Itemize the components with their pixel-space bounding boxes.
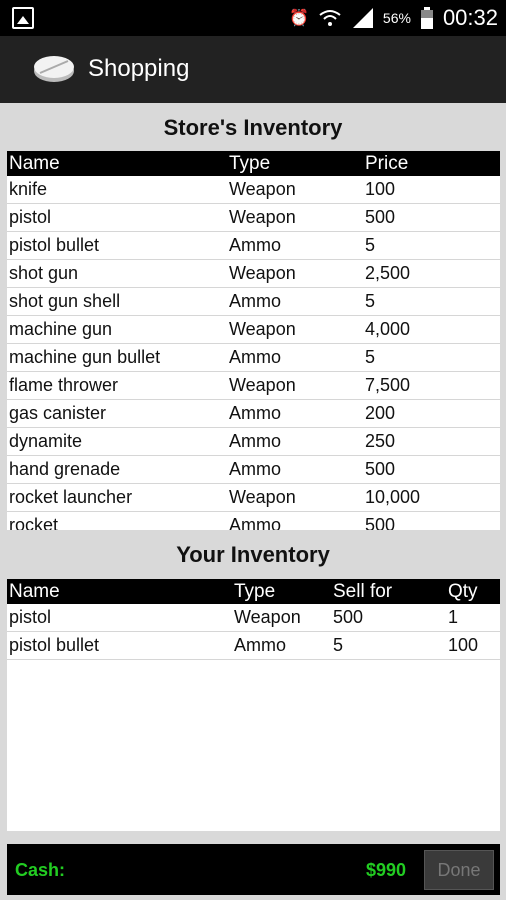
- table-cell: Ammo: [229, 515, 282, 530]
- table-cell: Ammo: [229, 235, 282, 255]
- app-title: Shopping: [88, 55, 190, 82]
- column-header-qty: Qty: [448, 581, 478, 602]
- table-row[interactable]: [7, 260, 500, 288]
- table-cell: Weapon: [229, 487, 296, 507]
- table-cell: 1: [448, 607, 459, 627]
- table-cell: 500: [365, 515, 396, 530]
- table-row[interactable]: [7, 176, 500, 204]
- table-cell: shot gun shell: [9, 291, 121, 311]
- table-row[interactable]: [7, 288, 500, 316]
- table-cell: pistol bullet: [9, 235, 100, 255]
- table-cell: 5: [365, 235, 376, 255]
- table-cell: Weapon: [229, 179, 296, 199]
- table-cell: 5: [333, 635, 344, 655]
- table-row[interactable]: [7, 204, 500, 232]
- table-cell: 500: [365, 207, 396, 227]
- table-cell: Weapon: [229, 375, 296, 395]
- table-cell: Ammo: [229, 431, 282, 451]
- gallery-notification-icon: [12, 7, 34, 29]
- table-row[interactable]: [7, 400, 500, 428]
- battery-percent: 56%: [382, 10, 411, 26]
- table-cell: Weapon: [229, 263, 296, 283]
- store-table-header: [7, 151, 500, 176]
- table-cell: pistol: [9, 607, 52, 627]
- inventory-table-header: [7, 579, 500, 604]
- table-cell: gas canister: [9, 403, 107, 423]
- table-cell: Ammo: [229, 459, 282, 479]
- table-cell: rocket: [9, 515, 59, 530]
- store-inventory-title: Store's Inventory: [163, 115, 343, 140]
- store-inventory-table[interactable]: [7, 151, 500, 530]
- table-cell: 100: [448, 635, 479, 655]
- table-cell: dynamite: [9, 431, 83, 451]
- table-cell: machine gun: [9, 319, 113, 339]
- cash-bar: [7, 844, 500, 895]
- table-cell: 5: [365, 291, 376, 311]
- battery-icon: [421, 7, 433, 29]
- table-cell: pistol: [9, 207, 52, 227]
- table-cell: pistol bullet: [9, 635, 100, 655]
- status-icons: [289, 0, 498, 36]
- table-cell: machine gun bullet: [9, 347, 161, 367]
- status-bar: [0, 0, 506, 36]
- table-cell: 7,500: [365, 375, 411, 395]
- table-cell: 250: [365, 431, 396, 451]
- inventory-rows: [7, 604, 500, 660]
- column-header-name: Name: [9, 153, 60, 174]
- table-cell: Weapon: [229, 319, 296, 339]
- done-button[interactable]: Done: [424, 850, 494, 890]
- app-pill-icon[interactable]: [32, 53, 76, 85]
- table-cell: hand grenade: [9, 459, 121, 479]
- your-inventory-title: Your Inventory: [176, 542, 330, 567]
- clock: 00:32: [442, 5, 498, 30]
- table-cell: Ammo: [229, 347, 282, 367]
- table-row[interactable]: [7, 484, 500, 512]
- table-row[interactable]: [7, 604, 500, 632]
- alarm-icon: ⏰: [288, 10, 309, 27]
- table-cell: 4,000: [365, 319, 411, 339]
- table-cell: 100: [365, 179, 396, 199]
- table-cell: Weapon: [234, 607, 301, 627]
- table-cell: shot gun: [9, 263, 79, 283]
- column-header-sell-for: Sell for: [333, 581, 393, 602]
- table-cell: knife: [9, 179, 48, 199]
- table-cell: 10,000: [365, 487, 421, 507]
- table-cell: flame thrower: [9, 375, 119, 395]
- cash-label: Cash:: [15, 860, 66, 880]
- table-cell: 2,500: [365, 263, 411, 283]
- table-cell: Ammo: [229, 291, 282, 311]
- table-cell: 500: [365, 459, 396, 479]
- column-header-type: Type: [229, 153, 271, 174]
- wifi-icon: [319, 9, 341, 27]
- your-inventory-table[interactable]: [7, 579, 500, 831]
- table-cell: 5: [365, 347, 376, 367]
- action-bar: [0, 36, 506, 103]
- table-cell: Ammo: [229, 403, 282, 423]
- table-row[interactable]: [7, 632, 500, 660]
- table-row[interactable]: [7, 316, 500, 344]
- signal-icon: [351, 8, 373, 28]
- table-row[interactable]: [7, 512, 500, 530]
- table-row[interactable]: [7, 428, 500, 456]
- table-row[interactable]: [7, 232, 500, 260]
- table-cell: 200: [365, 403, 396, 423]
- column-header-name: Name: [9, 581, 60, 602]
- table-cell: Ammo: [234, 635, 287, 655]
- table-row[interactable]: [7, 456, 500, 484]
- table-row[interactable]: [7, 344, 500, 372]
- table-row[interactable]: [7, 372, 500, 400]
- store-rows: [7, 176, 500, 530]
- column-header-price: Price: [365, 153, 409, 174]
- cash-value: $990: [365, 860, 406, 880]
- column-header-type: Type: [234, 581, 276, 602]
- table-cell: Weapon: [229, 207, 296, 227]
- table-cell: 500: [333, 607, 364, 627]
- table-cell: rocket launcher: [9, 487, 133, 507]
